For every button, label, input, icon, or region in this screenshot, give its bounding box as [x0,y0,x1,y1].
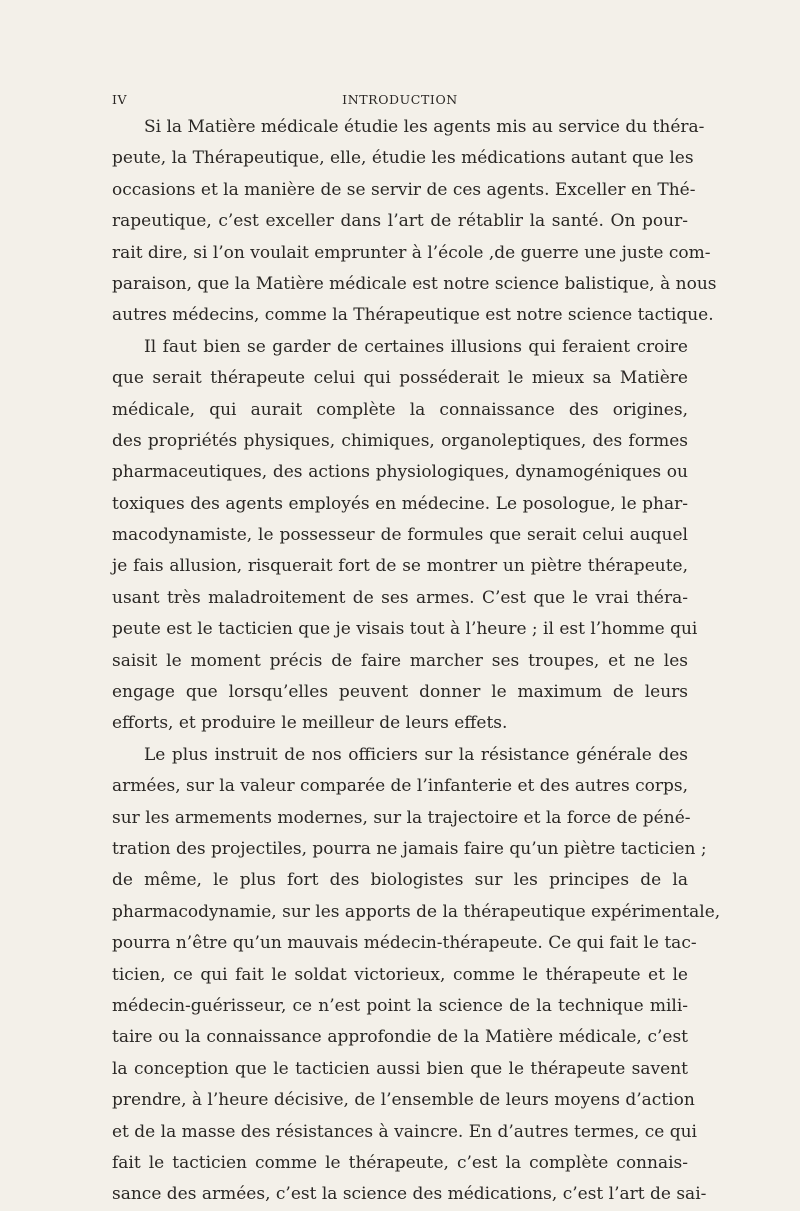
text-line: Il faut bien se garder de certaines illusions qui feraient croire [144,336,688,357]
text-line: autres médecins, comme la Thérapeutique est notre science tactique. [112,305,714,326]
text-line: Le plus instruit de nos officiers sur la résistance générale des [144,744,688,765]
text-line: et de la masse des résistances à vaincre. En d’autres termes, ce qui [112,1121,697,1142]
text-line: engage que lorsqu’elles peuvent donner le maximum de leurs [112,682,688,703]
page-number: IV [112,92,128,107]
text-line: je fais allusion, risquerait fort de se montrer un piètre thérapeute, [112,556,688,577]
text-line: fait le tacticien comme le thérapeute, c’est la complète connais- [112,1152,688,1173]
text-line: occasions et la manière de se servir de ces agents. Exceller en Thé- [112,179,696,200]
text-line: taire ou la connaissance approfondie de la Matière médicale, c’est [112,1027,688,1048]
text-line: des propriétés physiques, chimiques, organoleptiques, des formes [112,430,688,451]
text-line: rait dire, si l’on voulait emprunter à l’école ,de guerre une juste com- [112,242,711,263]
text-line: peute est le tacticien que je visais tout à l’heure ; il est l’homme qui [112,619,698,640]
text-line: efforts, et produire le meilleur de leurs effets. [112,713,508,734]
text-line: pharmacodynamie, sur les apports de la thérapeutique expérimentale, [112,901,721,922]
text-line: pourra n’être qu’un mauvais médecin-thérapeute. Ce qui fait le tac- [112,933,697,954]
text-line: médecin-guérisseur, ce n’est point la science de la technique mili- [112,995,688,1016]
text-line: la conception que le tacticien aussi bien que le thérapeute savent [112,1058,688,1079]
text-line: peute, la Thérapeutique, elle, étudie les médications autant que les [112,148,694,169]
text-line: saisit le moment précis de faire marcher ses troupes, et ne les [112,650,688,671]
text-line: que serait thérapeute celui qui posséderait le mieux sa Matière [112,368,688,389]
text-line: usant très maladroitement de ses armes. C’est que le vrai théra- [112,587,688,608]
text-line: ticien, ce qui fait le soldat victorieux, comme le thérapeute et le [112,964,688,985]
text-line: médicale, qui aurait complète la connaissance des origines, [112,399,688,420]
text-line: pharmaceutiques, des actions physiologiques, dynamogéniques ou [112,462,688,483]
running-title: INTRODUCTION [342,92,458,107]
text-line: macodynamiste, le possesseur de formules que serait celui auquel [112,525,688,546]
text-line: de même, le plus fort des biologistes sur les principes de la [112,870,688,891]
text-line: sur les armements modernes, sur la trajectoire et la force de péné- [112,807,691,828]
running-head [112,92,688,112]
text-line: armées, sur la valeur comparée de l’infanterie et des autres corps, [112,776,688,797]
text-line: sance des armées, c’est la science des médications, c’est l’art de sai- [112,1184,707,1205]
text-line: Si la Matière médicale étudie les agents mis au service du théra- [144,117,705,137]
body-text [112,112,721,1211]
text-line: rapeutique, c’est exceller dans l’art de rétablir la santé. On pour- [112,211,688,232]
text-line: toxiques des agents employés en médecine. Le posologue, le phar- [112,493,688,514]
text-line: prendre, à l’heure décisive, de l’ensemble de leurs moyens d’action [112,1090,695,1111]
text-line: tration des projectiles, pourra ne jamais faire qu’un piètre tacticien ; [112,838,707,859]
text-line: paraison, que la Matière médicale est notre science balistique, à nous [112,273,717,294]
